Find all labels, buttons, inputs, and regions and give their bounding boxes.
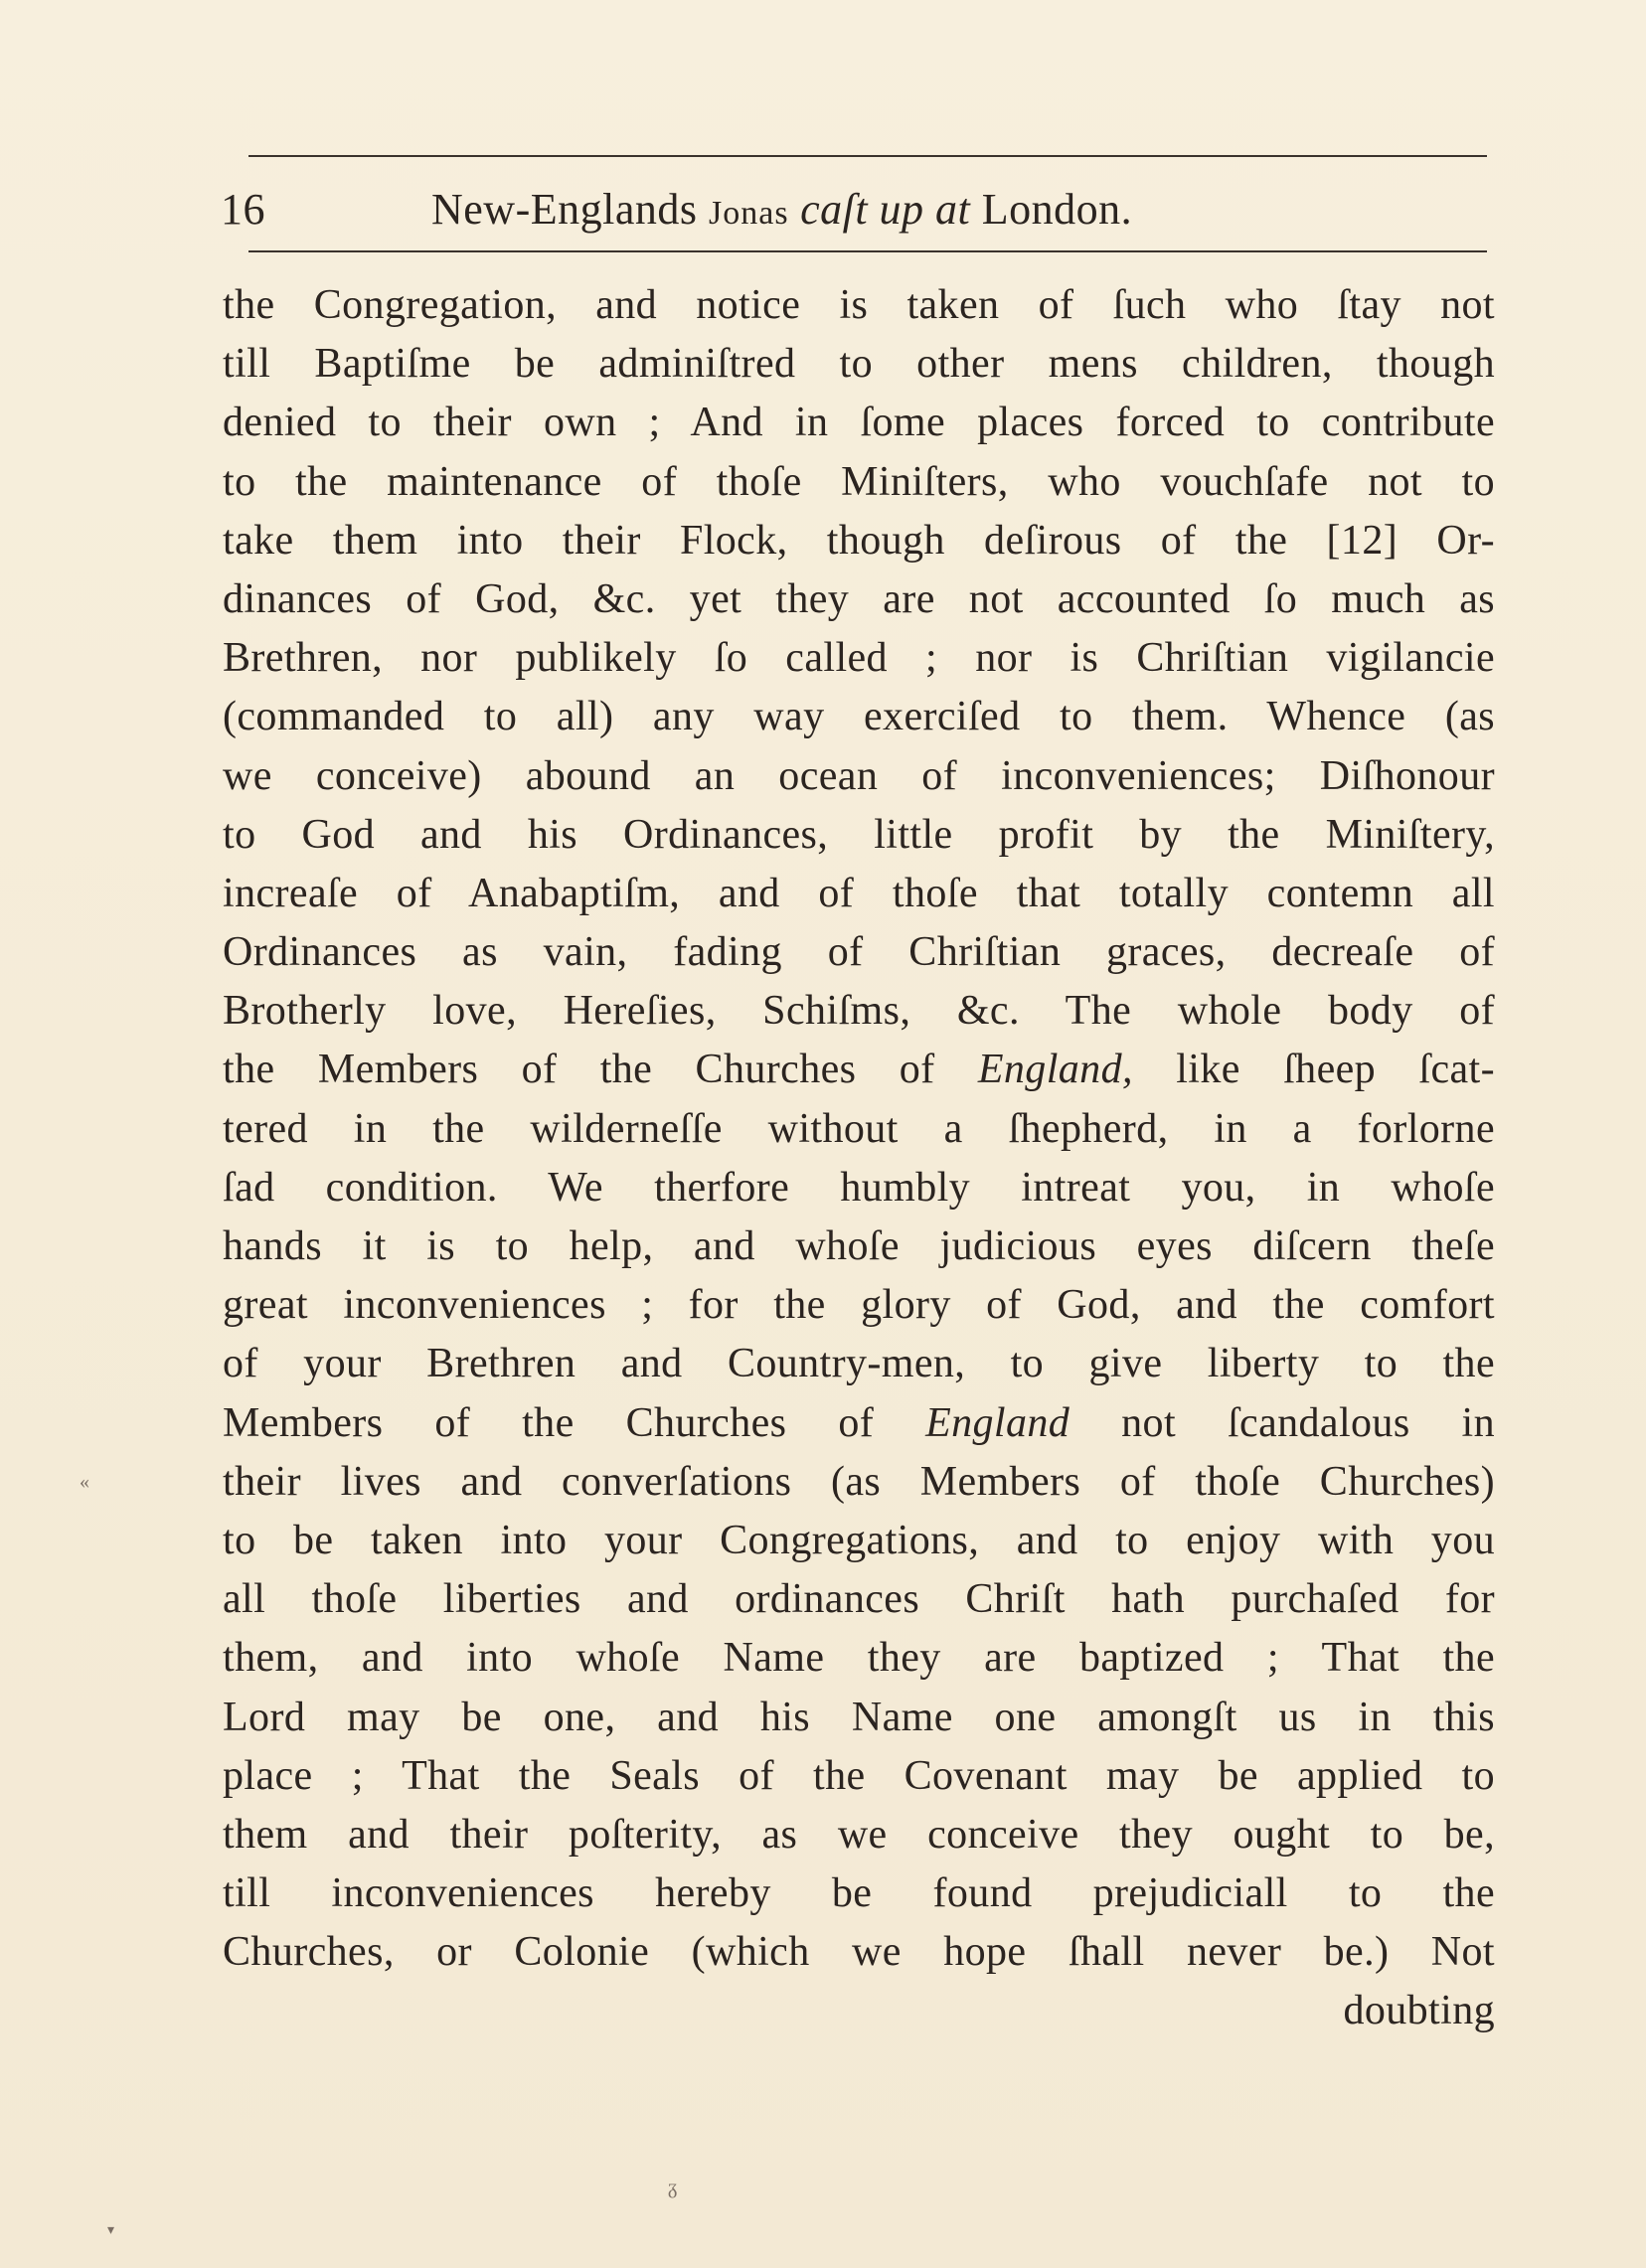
text-line: them and their poſterity, as we conceive they ought to be, <box>223 1811 1495 1858</box>
text-line: to God and his Ordinances, little profit by the Miniſtery, <box>223 811 1495 858</box>
text-line: all thoſe liberties and ordinances Chriſt hath purchaſed for <box>223 1576 1495 1623</box>
text-line: take them into their Flock, though deſirous of the [12] Or- <box>223 517 1495 564</box>
text-line: to be taken into your Congregations, and to enjoy with you <box>223 1517 1495 1563</box>
text-segment: not ſcandalous in <box>1070 1399 1495 1446</box>
text-line: of your Brethren and Country-men, to give liberty to the <box>223 1341 1495 1387</box>
running-head <box>221 177 1294 243</box>
text-line: ſad condition. We therfore humbly intreat you, in whoſe <box>223 1164 1495 1211</box>
text-line: till inconveniences hereby be found prejudiciall to the <box>223 1870 1495 1917</box>
text-line: great inconveniences ; for the glory of God, and the comfort <box>223 1282 1495 1329</box>
margin-speck: « <box>80 1471 89 1493</box>
text-line <box>223 1394 1495 1453</box>
header-top-rule <box>248 155 1487 157</box>
text-line: till Baptiſme be adminiſtred to other mens children, though <box>223 341 1495 388</box>
text-segment: Members of the Churches of <box>223 1399 926 1446</box>
text-line: their lives and converſations (as Members of thoſe Churches) <box>223 1458 1495 1505</box>
text-line: the Congregation, and notice is taken of ſuch who ſtay not <box>223 282 1495 328</box>
running-title <box>431 177 1132 246</box>
place-name-italic: England, <box>977 1047 1133 1093</box>
text-line: Churches, or Colonie (which we hope ſhall never be.) Not <box>223 1929 1495 1976</box>
title-part1: New-Englands <box>431 185 709 234</box>
title-part2: London. <box>981 185 1133 234</box>
text-line: Brethren, nor publikely ſo called ; nor is Chriſtian vigilancie <box>223 635 1495 682</box>
page-number: 16 <box>221 185 265 234</box>
bottom-speck: ᵹ <box>668 2177 678 2198</box>
text-line: tered in the wilderneſſe without a ſhepherd, in a forlorne <box>223 1105 1495 1152</box>
text-line: Brotherly love, Hereſies, Schiſms, &c. The whole body of <box>223 988 1495 1035</box>
header-bottom-rule <box>248 250 1487 252</box>
text-line: we conceive) abound an ocean of inconveniences; Diſhonour <box>223 752 1495 799</box>
text-line: increaſe of Anabaptiſm, and of thoſe that totally contemn all <box>223 870 1495 916</box>
text-segment: the Members of the Churches of <box>223 1047 978 1093</box>
text-line: them, and into whoſe Name they are baptized ; That the <box>223 1635 1495 1682</box>
text-line: denied to their own ; And in ſome places forced to contribute <box>223 400 1495 446</box>
text-line: to the maintenance of thoſe Miniſters, who vouchſafe not to <box>223 458 1495 505</box>
text-line: Ordinances as vain, fading of Chriſtian graces, decreaſe of <box>223 929 1495 976</box>
corner-speck: ▾ <box>107 2223 115 2238</box>
catchword: doubting <box>1343 1988 1495 2034</box>
text-segment: like ſheep ſcat- <box>1132 1047 1496 1093</box>
body-text <box>223 276 1495 2041</box>
text-line: dinances of God, &c. yet they are not accounted ſo much as <box>223 575 1495 622</box>
text-line: Lord may be one, and his Name one amongſt us in this <box>223 1694 1495 1740</box>
text-line: hands it is to help, and whoſe judicious eyes diſcern theſe <box>223 1223 1495 1269</box>
title-italic: caſt up at <box>788 185 982 234</box>
text-line: place ; That the Seals of the Covenant may be applied to <box>223 1752 1495 1799</box>
text-line: (commanded to all) any way exerciſed to them. Whence (as <box>223 694 1495 740</box>
title-smallcaps: Jonas <box>709 195 789 232</box>
place-name-italic: England <box>925 1399 1070 1446</box>
text-line <box>223 1041 1495 1099</box>
